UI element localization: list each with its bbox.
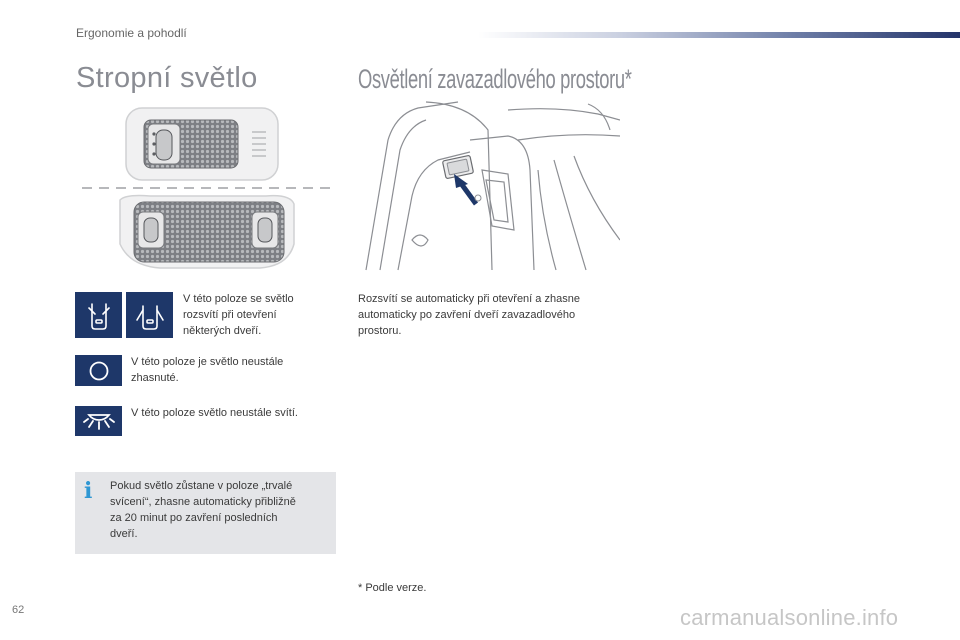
text-line: některých dveří. bbox=[183, 325, 262, 337]
page-number: 62 bbox=[12, 604, 25, 616]
page-title-right: Osvětlení zavazadlového prostoru* bbox=[358, 64, 632, 94]
footnote: * Podle verze. bbox=[358, 582, 427, 594]
text-line: Rozsvítí se automaticky při otevření a zhasne bbox=[358, 293, 580, 305]
watermark-link[interactable]: carmanualsonline.info bbox=[680, 605, 899, 630]
item-text-off-mode bbox=[131, 354, 283, 386]
car-door-icon bbox=[126, 292, 173, 338]
info-text bbox=[110, 478, 330, 542]
text-line: za 20 minut po zavření posledních bbox=[110, 512, 278, 524]
text-line: dveří. bbox=[110, 528, 138, 540]
page-title-left: Stropní světlo bbox=[76, 62, 258, 94]
text-line: svícení“, zhasne automaticky přibližně bbox=[110, 496, 296, 508]
trunk-light-illustration bbox=[358, 100, 620, 276]
door-open-icon bbox=[75, 292, 122, 338]
text-line: V této poloze světlo neustále svítí. bbox=[131, 407, 298, 419]
trunk-light-text bbox=[358, 291, 580, 339]
text-line: rozsvítí při otevření bbox=[183, 309, 277, 321]
info-icon: i bbox=[84, 478, 93, 504]
text-line: Pokud světlo zůstane v poloze „trvalé bbox=[110, 480, 293, 492]
text-line: zhasnuté. bbox=[131, 372, 179, 384]
text-line: V této poloze se světlo bbox=[183, 293, 294, 305]
text-line: V této poloze je světlo neustále bbox=[131, 356, 284, 368]
lamp-on-icon bbox=[75, 406, 122, 436]
circle-off-icon bbox=[75, 355, 122, 386]
text-line: automaticky po zavření dveří zavazadlového bbox=[358, 309, 576, 321]
text-line: prostoru. bbox=[358, 325, 402, 337]
item-text-door-mode bbox=[183, 291, 294, 339]
item-text-on-mode bbox=[131, 405, 298, 421]
ceiling-light-illustration bbox=[80, 104, 332, 276]
section-title: Ergonomie a pohodlí bbox=[76, 26, 187, 40]
header-gradient-bar bbox=[478, 32, 960, 38]
